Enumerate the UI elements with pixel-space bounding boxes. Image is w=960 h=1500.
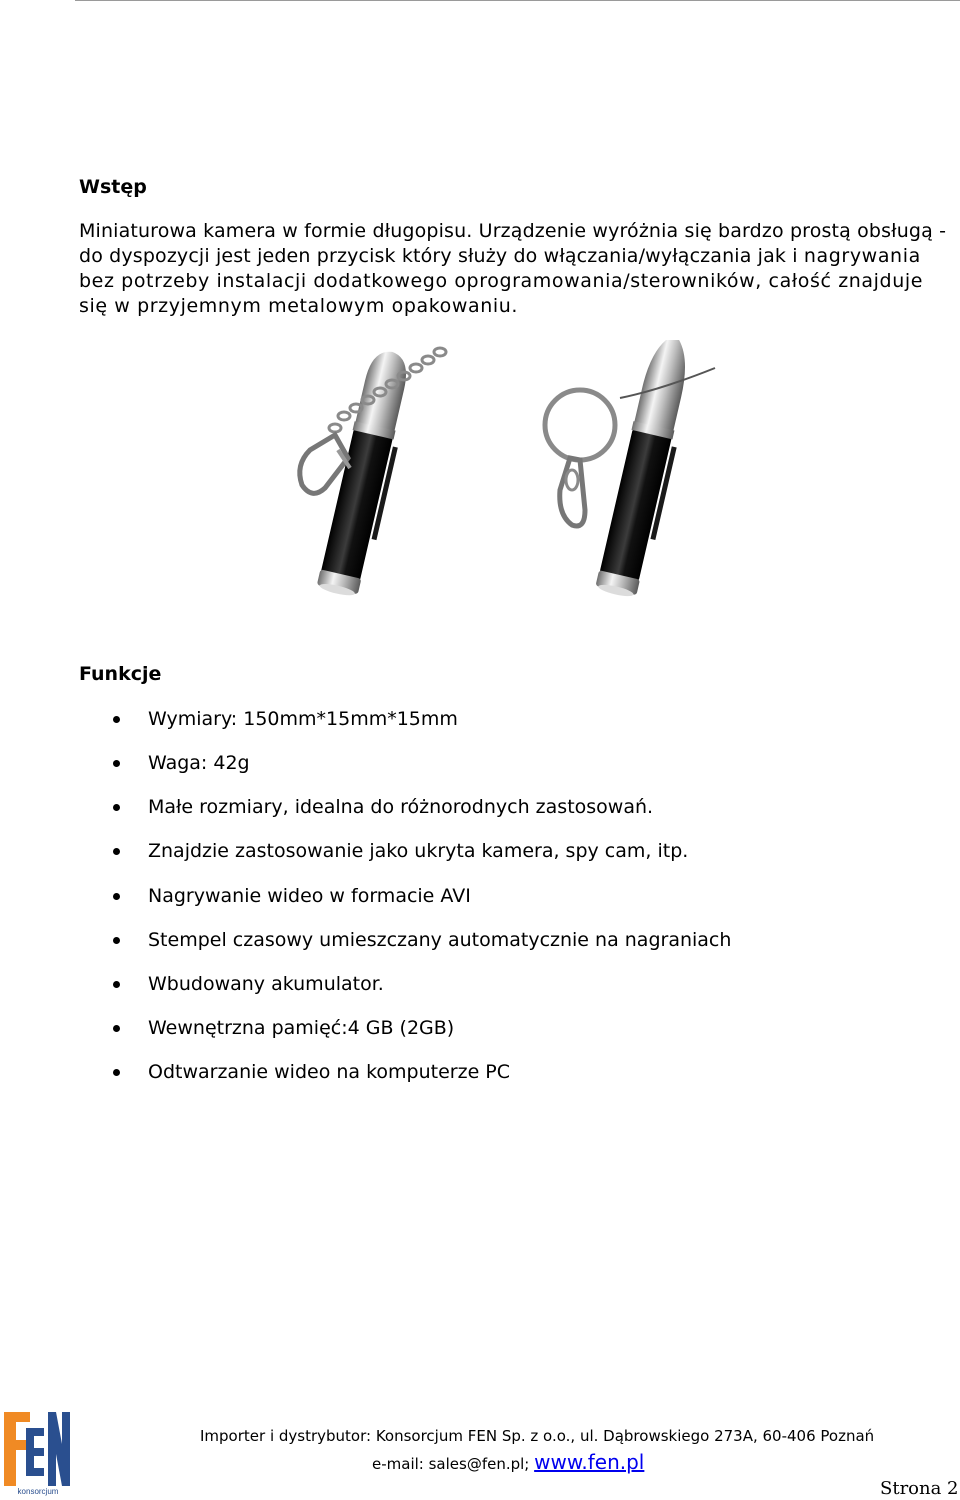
bullet-icon	[113, 804, 120, 811]
page-number: Strona 2	[880, 1478, 959, 1499]
product-image	[240, 340, 770, 615]
intro-paragraph-part-1: Miniaturowa kamera w formie długopisu. Urządzenie wyróżnia się bardzo prostą obsługą - do dyspozycji jest jeden przycisk który służy do włączania/wyłączania jak i	[79, 220, 947, 267]
feature-text: Wewnętrzna pamięć:4 GB (2GB)	[148, 1017, 455, 1039]
bullet-icon	[113, 1069, 120, 1076]
logo-subtext: konsorcjum	[17, 1487, 59, 1496]
footer-email: e-mail: sales@fen.pl;	[372, 1455, 535, 1473]
feature-text: Wymiary: 150mm*15mm*15mm	[148, 708, 458, 730]
feature-text: Odtwarzanie wideo na komputerze PC	[148, 1061, 511, 1083]
bullet-icon	[113, 760, 120, 767]
bullet-icon	[113, 893, 120, 900]
left-pen	[316, 347, 419, 599]
feature-text: Małe rozmiary, idealna do różnorodnych zastosowań.	[148, 796, 654, 818]
top-rule	[75, 0, 960, 1]
feature-text: Stempel czasowy umieszczany automatycznie na nagraniach	[148, 929, 732, 951]
features-heading: Funkcje	[79, 663, 162, 685]
feature-text: Wbudowany akumulator.	[148, 973, 384, 995]
bullet-icon	[113, 1025, 120, 1032]
intro-paragraph-part-2: nagrywania bez potrzeby instalacji dodatkowego oprogramowania/sterowników, całość znajduje się w przyjemnym metalowym opakowaniu.	[79, 245, 924, 317]
bullet-icon	[113, 716, 120, 723]
fen-logo	[4, 1408, 72, 1496]
intro-paragraph	[79, 219, 949, 319]
feature-text: Waga: 42g	[148, 752, 250, 774]
bullet-icon	[113, 937, 120, 944]
feature-text: Nagrywanie wideo w formacie AVI	[148, 885, 471, 907]
intro-heading: Wstęp	[79, 176, 147, 198]
footer-address: Importer i dystrybutor: Konsorcjum FEN Sp. z o.o., ul. Dąbrowskiego 273A, 60-406 Poznań	[200, 1427, 875, 1445]
footer-contact	[372, 1451, 644, 1475]
bullet-icon	[113, 848, 120, 855]
website-link[interactable]: www.fen.pl	[534, 1450, 645, 1474]
bullet-icon	[113, 981, 120, 988]
feature-text: Znajdzie zastosowanie jako ukryta kamera, spy cam, itp.	[148, 840, 689, 862]
